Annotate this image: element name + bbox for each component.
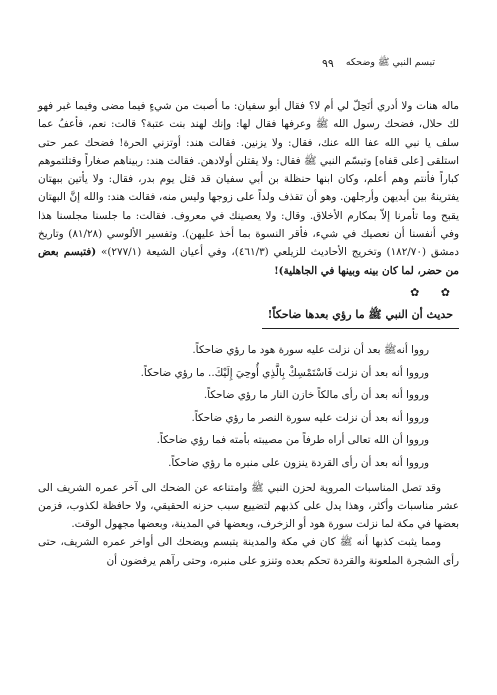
section-ornament: ✿ ✿ (410, 285, 459, 299)
bold-quote: (فتبسم بعض من حضر، لما كان بينه وبينها في الجاهلية)! (38, 246, 459, 277)
section-heading-text: حديث أن النبي ﷺ ما رؤي بعدها ضاحكاً! (262, 308, 459, 329)
running-header (60, 54, 435, 72)
narration-item: ورووا أنه بعد أن رأى مالكاً خازن النار ما رؤي ضاحكاً. (203, 389, 429, 402)
narration-list (38, 339, 459, 475)
body-text (38, 97, 459, 570)
section-heading (38, 303, 459, 329)
opening-paragraph-text: ماله هنات ولا أدري أنَحِلّ لي أم لا؟ فقال أبو سفيان: ما أصبت من شيءٍ فيما مضى وفيما غبر فهو لك حلال، فضحك رسول الله ﷺ وعرفها فقال لها: وإنك لهند بنت عتبة؟ قالت: نعم، فأعفُ عما سلف يا نبي الله عفا الله عنك، فقال: ولا يزنين. فقالت هند: أوتزني الحرة! فضحك عمر حتى استلقى [على قفاه] وتبسّم النبي ﷺ فقال: ولا يقتلن أولادهن. فقالت هند: ربيناهم صغاراً وقتلتموهم كباراً فأنتم وهم أعلم، وكان ابنها حنظلة بن أبي سفيان قد قتل يوم بدر، فقال: ولا يأتين ببهتان يفترينهُ بين أيديهن وأرجلهن. وهو أن تقذف ولداً على زوجها وليس منه، فقالت هند: والله إنَّ البهتان يقبح وما تأمرنا إلاّ بمكارم الأخلاق. وقال: ولا يعصينك في معروف. فقالت: ما جلسنا مجلسنا هذا وفي أنفسنا أن نعصيك في شيء، فأقر النسوة بما أخذ عليهن). وتفسير الألوسي (٨١/٢٨) وتاريخ دمشق (١٨٢/٧٠) وتخريج الأحاديث للزيلعي (٤٦١/٣)، (38, 100, 459, 259)
narration-item: رووا أنهﷺ بعد أن نزلت عليه سورة هود ما رؤي ضاحكاً. (192, 343, 429, 356)
opening-paragraph (38, 97, 459, 280)
narration-item: ورووا أنه بعد أن نزلت فَاسْتَمْسِكْ بِالَّذِي أُوحِيَ إِلَيْكَ.. ما رؤي ضاحكاً. (140, 366, 429, 379)
closing-paragraph: ومما يثبت كذبها أنه ﷺ كان في مكة والمدينة يتبسم ويضحك الى أواخر عمره الشريف، حتى رأى الشجرة الملعونة والقردة تحكم بعده وتنزو على منبره، وحتى رآهم يرفضون أن (38, 536, 459, 567)
analysis-paragraph: وقد تصل المناسبات المروية لحزن النبي ﷺ وامتناعه عن الضحك الى آخر عمره الشريف الى عشر مناسبات وأكثر، وهذا يدل على كذبهم لتضييع سبب حزنه الحقيقي، ولا حافظة لكذوب، فزمن بعضها في مكة لما نزلت سورة هود أو الزخرف، وبعضها في المدينة، وبعضها مجهول الوقت. (38, 481, 459, 531)
running-title: تبسم النبي ﷺ وضحكه (345, 57, 435, 68)
narration-item: ورووا أنه بعد أن نزلت عليه سورة النصر ما رؤي ضاحكاً. (191, 411, 429, 424)
citation-tail: وفي أعيان الشيعة (٢٧٧/١)» (101, 246, 227, 259)
narration-item: ورووا أنه بعد أن رأى القردة ينزون على منبره ما رؤي ضاحكاً. (168, 456, 429, 469)
narration-item: ورووا أن الله تعالى أراه طرفاً من مصيبته بأمته فما رؤي ضاحكاً. (156, 434, 429, 447)
page-number: ٩٩ (322, 56, 334, 70)
